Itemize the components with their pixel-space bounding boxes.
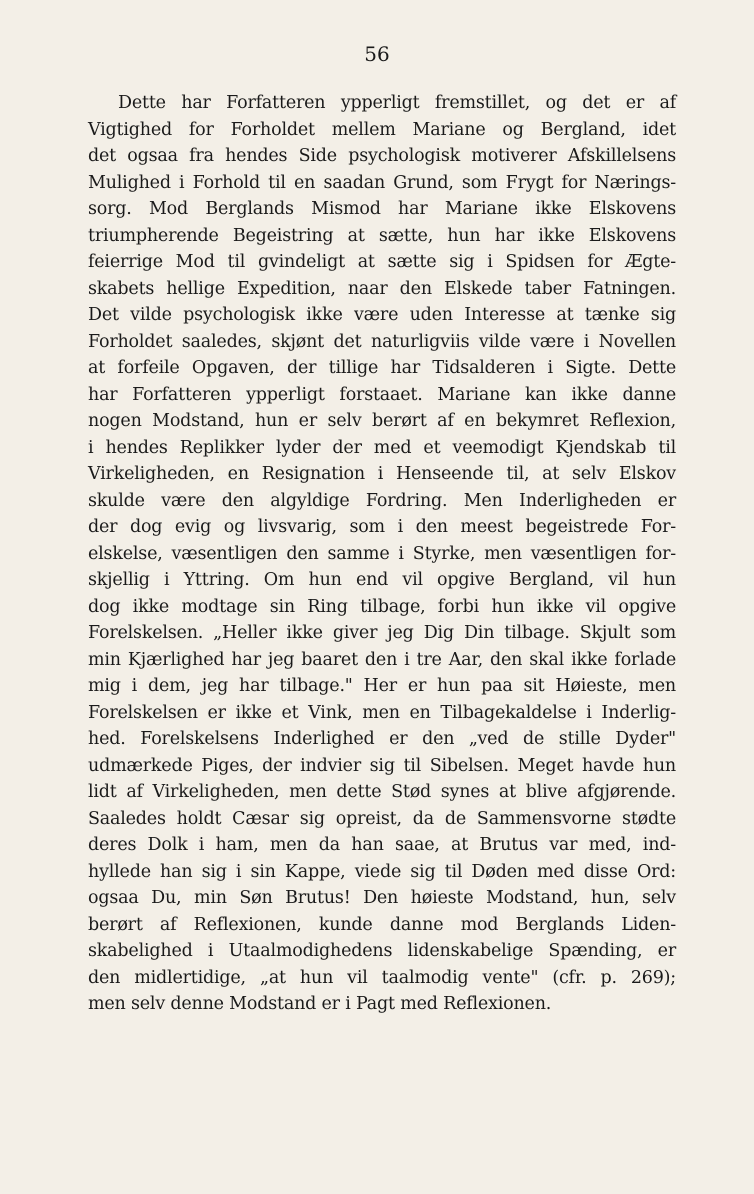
text-line: Forelskelsen. „Heller ikke giver jeg Dig Din tilbage. Skjult som [88,623,676,643]
text-line: Saaledes holdt Cæsar sig opreist, da de Sammensvorne stødte [88,808,676,829]
text-line: triumpherende Begeistring at sætte, hun har ikke Elskovens [88,225,676,246]
text-line: Forelskelsen er ikke et Vink, men en Tilbagekaldelse i Inderlig- [88,702,676,723]
text-line: den midlertidige, „at hun vil taalmodig vente" (cfr. p. 269); [88,967,676,988]
text-line: Det vilde psychologisk ikke være uden Interesse at tænke sig [88,305,676,325]
text-line: min Kjærlighed har jeg baaret den i tre Aar, den skal ikke forlade [88,649,676,670]
text-line: dog ikke modtage sin Ring tilbage, forbi hun ikke vil opgive [88,596,676,617]
text-line: hyllede han sig i sin Kappe, viede sig til Døden med disse Ord: [88,861,676,882]
text-line: udmærkede Piges, der indvier sig til Sibelsen. Meget havde hun [88,755,676,776]
text-line: feierrige Mod til gvindeligt at sætte sig i Spidsen for Ægte- [88,252,676,272]
text-line: deres Dolk i ham, men da han saae, at Brutus var med, ind- [88,835,676,855]
text-line: lidt af Virkeligheden, men dette Stød synes at blive afgjørende. [88,782,676,802]
text-line: sorg. Mod Berglands Mismod har Mariane ikke Elskovens [88,199,676,219]
body-text [88,90,676,1018]
text-line: der dog evig og livsvarig, som i den meest begeistrede For- [88,517,676,537]
text-line: ogsaa Du, min Søn Brutus! Den høieste Modstand, hun, selv [88,888,676,908]
text-line: i hendes Replikker lyder der med et veemodigt Kjendskab til [88,437,676,458]
text-line: elskelse, væsentligen den samme i Styrke, men væsentligen for- [88,543,676,564]
text-line: men selv denne Modstand er i Pagt med Reflexionen. [88,994,552,1014]
text-line: Virkeligheden, en Resignation i Henseende til, at selv Elskov [88,464,676,484]
text-line: Mulighed i Forhold til en saadan Grund, som Frygt for Nærings- [88,172,676,193]
text-line: nogen Modstand, hun er selv berørt af en bekymret Reflexion, [88,411,676,431]
page-number: 56 [364,42,390,66]
text-line: Vigtighed for Forholdet mellem Mariane og Bergland, idet [88,119,676,140]
text-line: at forfeile Opgaven, der tillige har Tidsalderen i Sigte. Dette [88,358,676,378]
text-line: berørt af Reflexionen, kunde danne mod Berglands Liden- [88,914,676,935]
text-line: hed. Forelskelsens Inderlighed er den „ved de stille Dyder" [88,729,676,749]
text-line: skabelighed i Utaalmodighedens lidenskabelige Spænding, er [88,941,676,961]
text-line: mig i dem, jeg har tilbage." Her er hun paa sit Høieste, men [88,676,676,696]
text-line: Forholdet saaledes, skjønt det naturligviis vilde være i Novellen [88,331,676,352]
text-line: skjellig i Yttring. Om hun end vil opgive Bergland, vil hun [88,570,676,590]
text-line: Dette har Forfatteren ypperligt fremstillet, og det er af [118,93,676,113]
text-line: skabets hellige Expedition, naar den Elskede taber Fatningen. [88,278,676,299]
text-line: det ogsaa fra hendes Side psychologisk motiverer Afskillelsens [88,146,676,166]
text-line: har Forfatteren ypperligt forstaaet. Mariane kan ikke danne [88,384,676,405]
text-line: skulde være den algyldige Fordring. Men Inderligheden er [88,490,676,511]
